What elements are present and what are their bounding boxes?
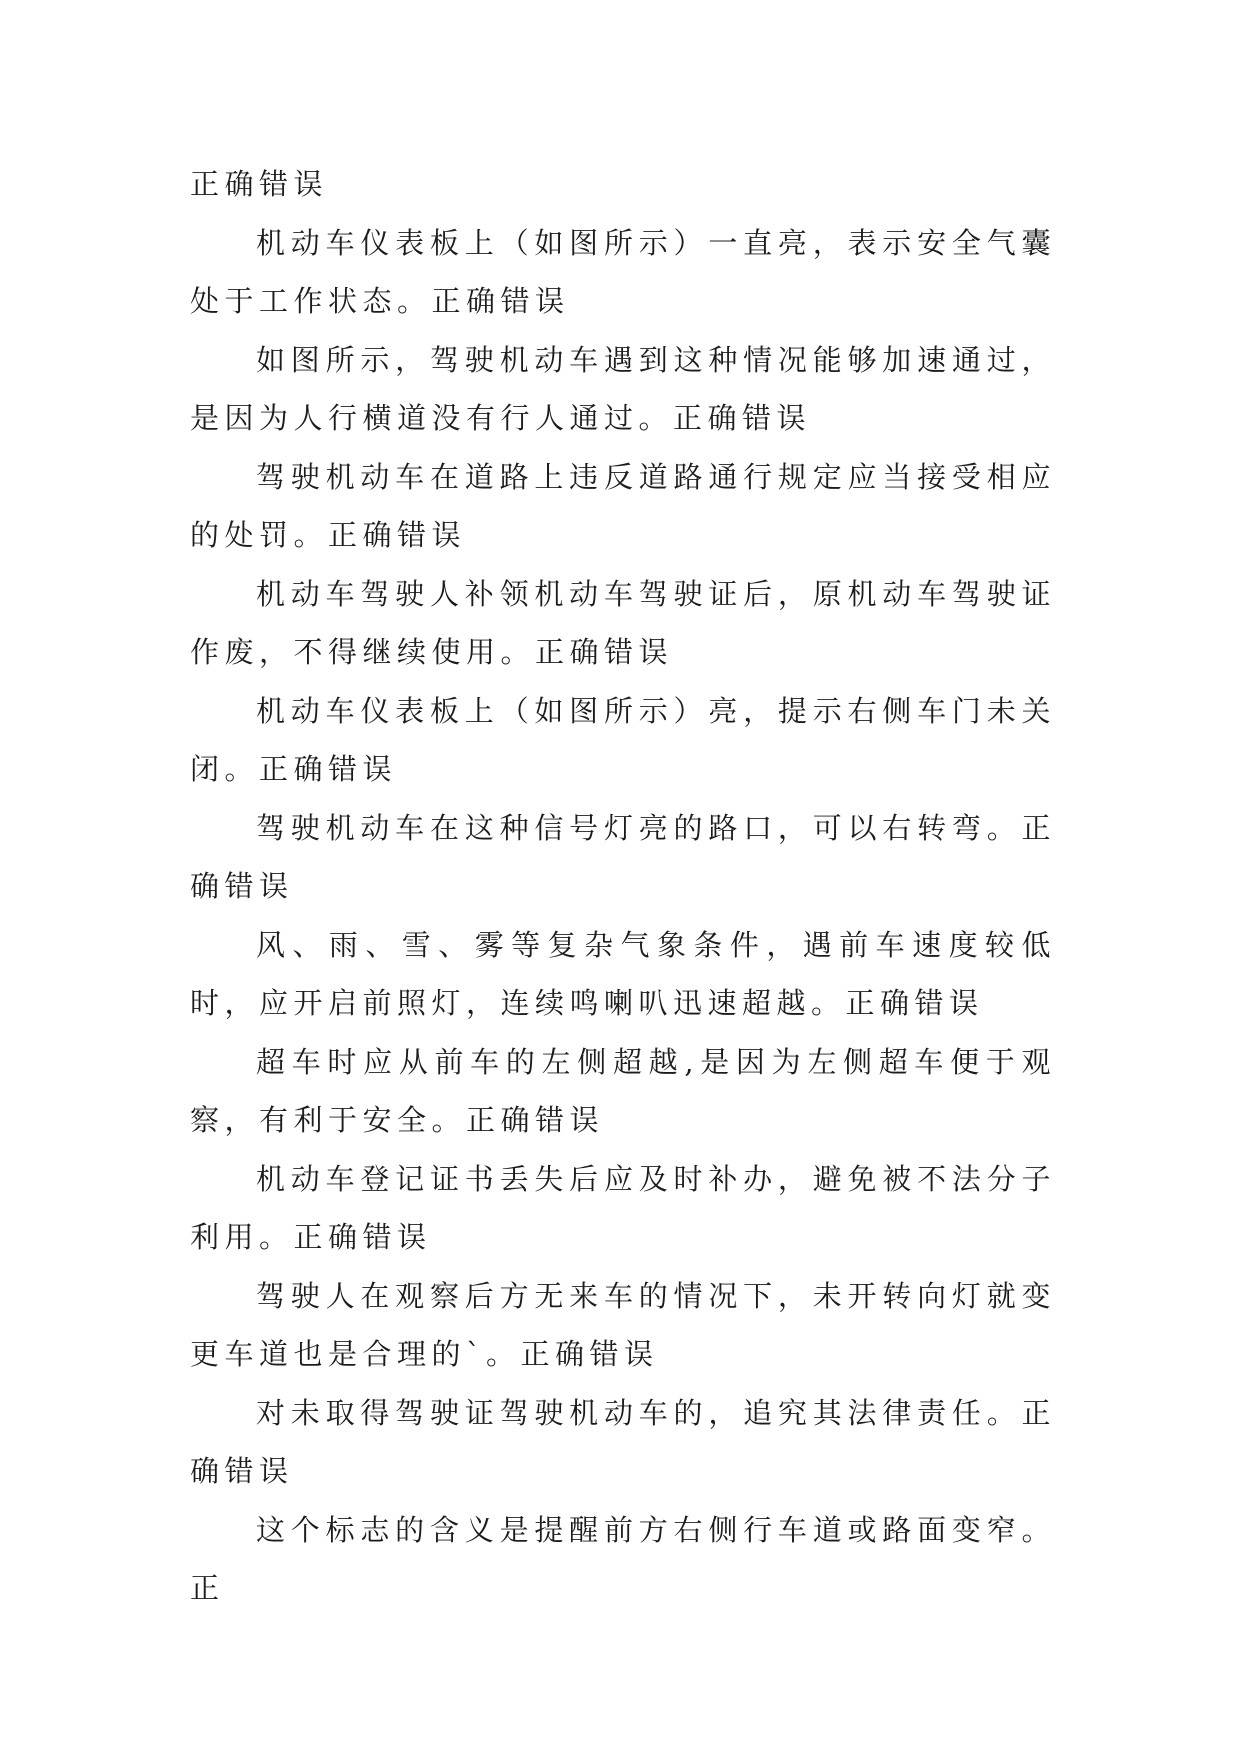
paragraph: 机动车登记证书丢失后应及时补办，避免被不法分子利用。正确错误 xyxy=(190,1161,1056,1254)
paragraph: 正确错误 xyxy=(190,167,329,201)
paragraph: 这个标志的含义是提醒前方右侧行车道或路面变窄。正 xyxy=(190,1512,1056,1605)
document-body xyxy=(190,155,1056,1618)
paragraph: 如图所示，驾驶机动车遇到这种情况能够加速通过，是因为人行横道没有行人通过。正确错误 xyxy=(190,342,1056,435)
paragraph: 驾驶机动车在这种信号灯亮的路口，可以右转弯。正确错误 xyxy=(190,810,1056,903)
paragraph: 机动车仪表板上（如图所示）一直亮，表示安全气囊处于工作状态。正确错误 xyxy=(190,225,1056,318)
paragraph: 机动车仪表板上（如图所示）亮，提示右侧车门未关闭。正确错误 xyxy=(190,693,1056,786)
paragraph: 超车时应从前车的左侧超越,是因为左侧超车便于观察，有利于安全。正确错误 xyxy=(190,1044,1056,1137)
paragraph: 风、雨、雪、雾等复杂气象条件，遇前车速度较低时，应开启前照灯，连续鸣喇叭迅速超越。正确错误 xyxy=(190,927,1056,1020)
paragraph: 驾驶人在观察后方无来车的情况下，未开转向灯就变更车道也是合理的`。正确错误 xyxy=(190,1278,1056,1371)
paragraph: 机动车驾驶人补领机动车驾驶证后，原机动车驾驶证作废，不得继续使用。正确错误 xyxy=(190,576,1056,669)
paragraph: 驾驶机动车在道路上违反道路通行规定应当接受相应的处罚。正确错误 xyxy=(190,459,1056,552)
paragraph: 对未取得驾驶证驾驶机动车的，追究其法律责任。正确错误 xyxy=(190,1395,1056,1488)
